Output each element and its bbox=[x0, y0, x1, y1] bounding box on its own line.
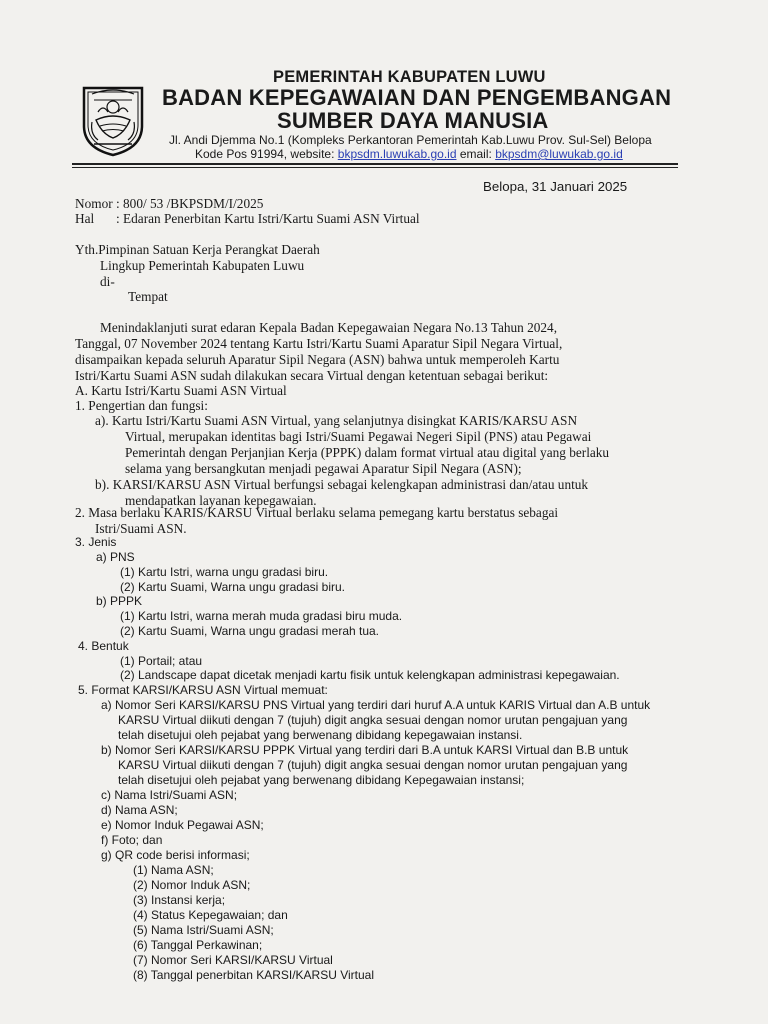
letterhead-government-name: PEMERINTAH KABUPATEN LUWU bbox=[273, 68, 546, 86]
item-5d: d) Nama ASN; bbox=[101, 803, 178, 817]
recipient-line: Yth.Pimpinan Satuan Kerja Perangkat Daerah bbox=[75, 242, 320, 257]
letterhead-agency-name-cont: SUMBER DAYA MANUSIA bbox=[277, 108, 549, 133]
item-3b-1: (1) Kartu Istri, warna merah muda gradasi biru muda. bbox=[120, 609, 403, 623]
contact-prefix: Kode Pos 91994, website: bbox=[195, 147, 338, 161]
item-4-title: 4. Bentuk bbox=[78, 639, 129, 653]
recipient-line: di- bbox=[100, 274, 115, 289]
item-4-1: (1) Portail; atau bbox=[120, 654, 203, 668]
item-5c: c) Nama Istri/Suami ASN; bbox=[101, 788, 238, 802]
intro-line: Tanggal, 07 November 2024 tentang Kartu Istri/Kartu Suami Aparatur Sipil Negara Virtual, bbox=[75, 336, 563, 351]
qr-info-item: (3) Instansi kerja; bbox=[133, 893, 226, 907]
email-link[interactable]: bkpsdm@luwukab.go.id bbox=[495, 147, 623, 161]
item-5-title: 5. Format KARSI/KARSU ASN Virtual memuat: bbox=[78, 683, 328, 697]
item-1-title: 1. Pengertian dan fungsi: bbox=[75, 398, 208, 413]
luwu-regency-crest-icon bbox=[78, 82, 148, 158]
qr-info-item: (2) Nomor Induk ASN; bbox=[133, 878, 251, 892]
letterhead-agency-name: BADAN KEPEGAWAIAN DAN PENGEMBANGAN bbox=[162, 85, 672, 110]
item-2-line: Istri/Suami ASN. bbox=[95, 521, 187, 536]
section-a-heading: A. Kartu Istri/Kartu Suami ASN Virtual bbox=[75, 383, 287, 398]
qr-info-item: (1) Nama ASN; bbox=[133, 863, 214, 877]
qr-info-item: (8) Tanggal penerbitan KARSI/KARSU Virtual bbox=[133, 968, 375, 982]
qr-info-item: (6) Tanggal Perkawinan; bbox=[133, 938, 263, 952]
letterhead-address: Jl. Andi Djemma No.1 (Kompleks Perkantoran Pemerintah Kab.Luwu Prov. Sul-Sel) Belopa bbox=[169, 133, 652, 147]
item-5a-line: KARSU Virtual diikuti dengan 7 (tujuh) digit angka sesuai dengan nomor urutan pengajuan yang bbox=[118, 713, 628, 727]
item-5b-line: telah disetujui oleh pejabat yang berwenang dibidang Kepegawaian instansi; bbox=[118, 773, 525, 787]
nomor-value: : 800/ 53 /BKPSDM/I/2025 bbox=[116, 196, 264, 211]
hal-label: Hal bbox=[75, 211, 95, 226]
item-5b-line: b) Nomor Seri KARSI/KARSU PPPK Virtual yang terdiri dari B.A untuk KARSI Virtual dan B.B untuk bbox=[101, 743, 629, 757]
item-5e: e) Nomor Induk Pegawai ASN; bbox=[101, 818, 264, 832]
qr-info-item: (7) Nomor Seri KARSI/KARSU Virtual bbox=[133, 953, 333, 967]
item-5a-line: a) Nomor Seri KARSI/KARSU PNS Virtual yang terdiri dari huruf A.A untuk KARIS Virtual dan A.B untuk bbox=[101, 698, 651, 712]
item-1b-line: mendapatkan layanan kepegawaian. bbox=[125, 493, 317, 508]
intro-line: disampaikan kepada seluruh Aparatur Sipil Negara (ASN) bahwa untuk memperoleh Kartu bbox=[75, 352, 560, 367]
recipient-line: Tempat bbox=[128, 289, 168, 304]
item-1a-line: Virtual, merupakan identitas bagi Istri/Suami Pegawai Negeri Sipil (PNS) atau Pegawai bbox=[125, 429, 592, 444]
item-3a: a) PNS bbox=[96, 550, 135, 564]
item-5a-line: telah disetujui oleh pejabat yang berwenang dibidang kepegawaian instansi. bbox=[118, 728, 523, 742]
letterhead-rule-thick bbox=[72, 163, 678, 165]
item-3-title: 3. Jenis bbox=[75, 535, 117, 549]
item-3a-2: (2) Kartu Suami, Warna ungu gradasi biru. bbox=[120, 580, 345, 594]
item-5g: g) QR code berisi informasi; bbox=[101, 848, 250, 862]
item-3b: b) PPPK bbox=[96, 594, 143, 608]
item-2-line: 2. Masa berlaku KARIS/KARSU Virtual berlaku selama pemegang kartu berstatus sebagai bbox=[75, 505, 559, 520]
intro-line: Istri/Kartu Suami ASN sudah dilakukan secara Virtual dengan ketentuan sebagai berikut: bbox=[75, 368, 549, 383]
item-5b-line: KARSU Virtual diikuti dengan 7 (tujuh) digit angka sesuai dengan nomor urutan pengajuan yang bbox=[118, 758, 628, 772]
item-3a-1: (1) Kartu Istri, warna ungu gradasi biru. bbox=[120, 565, 329, 579]
letterhead-rule-thin bbox=[72, 167, 678, 168]
letterhead-contact bbox=[195, 147, 623, 161]
item-1a-line: Pemerintah dengan Perjanjian Kerja (PPPK) dalam format virtual atau digital yang berlaku bbox=[125, 445, 610, 460]
intro-line: Menindaklanjuti surat edaran Kepala Badan Kepegawaian Negara No.13 Tahun 2024, bbox=[100, 320, 558, 335]
item-1a-line: a). Kartu Istri/Kartu Suami ASN Virtual, yang selanjutnya disingkat KARIS/KARSU ASN bbox=[95, 413, 578, 428]
recipient-line: Lingkup Pemerintah Kabupaten Luwu bbox=[100, 258, 305, 273]
item-4-2: (2) Landscape dapat dicetak menjadi kartu fisik untuk kelengkapan administrasi kepegawaian. bbox=[120, 668, 620, 682]
nomor-label: Nomor bbox=[75, 196, 113, 211]
hal-value: : Edaran Penerbitan Kartu Istri/Kartu Suami ASN Virtual bbox=[116, 211, 420, 226]
email-label: email: bbox=[456, 147, 496, 161]
letter-date: Belopa, 31 Januari 2025 bbox=[483, 179, 628, 194]
website-link[interactable]: bkpsdm.luwukab.go.id bbox=[337, 147, 457, 161]
item-1b-line: b). KARSI/KARSU ASN Virtual berfungsi sebagai kelengkapan administrasi dan/atau untuk bbox=[95, 477, 589, 492]
qr-info-item: (4) Status Kepegawaian; dan bbox=[133, 908, 288, 922]
qr-info-item: (5) Nama Istri/Suami ASN; bbox=[133, 923, 274, 937]
item-5f: f) Foto; dan bbox=[101, 833, 163, 847]
item-3b-2: (2) Kartu Suami, Warna ungu gradasi merah tua. bbox=[120, 624, 380, 638]
item-1a-line: selama yang bersangkutan menjadi pegawai Aparatur Sipil Negara (ASN); bbox=[125, 461, 522, 476]
